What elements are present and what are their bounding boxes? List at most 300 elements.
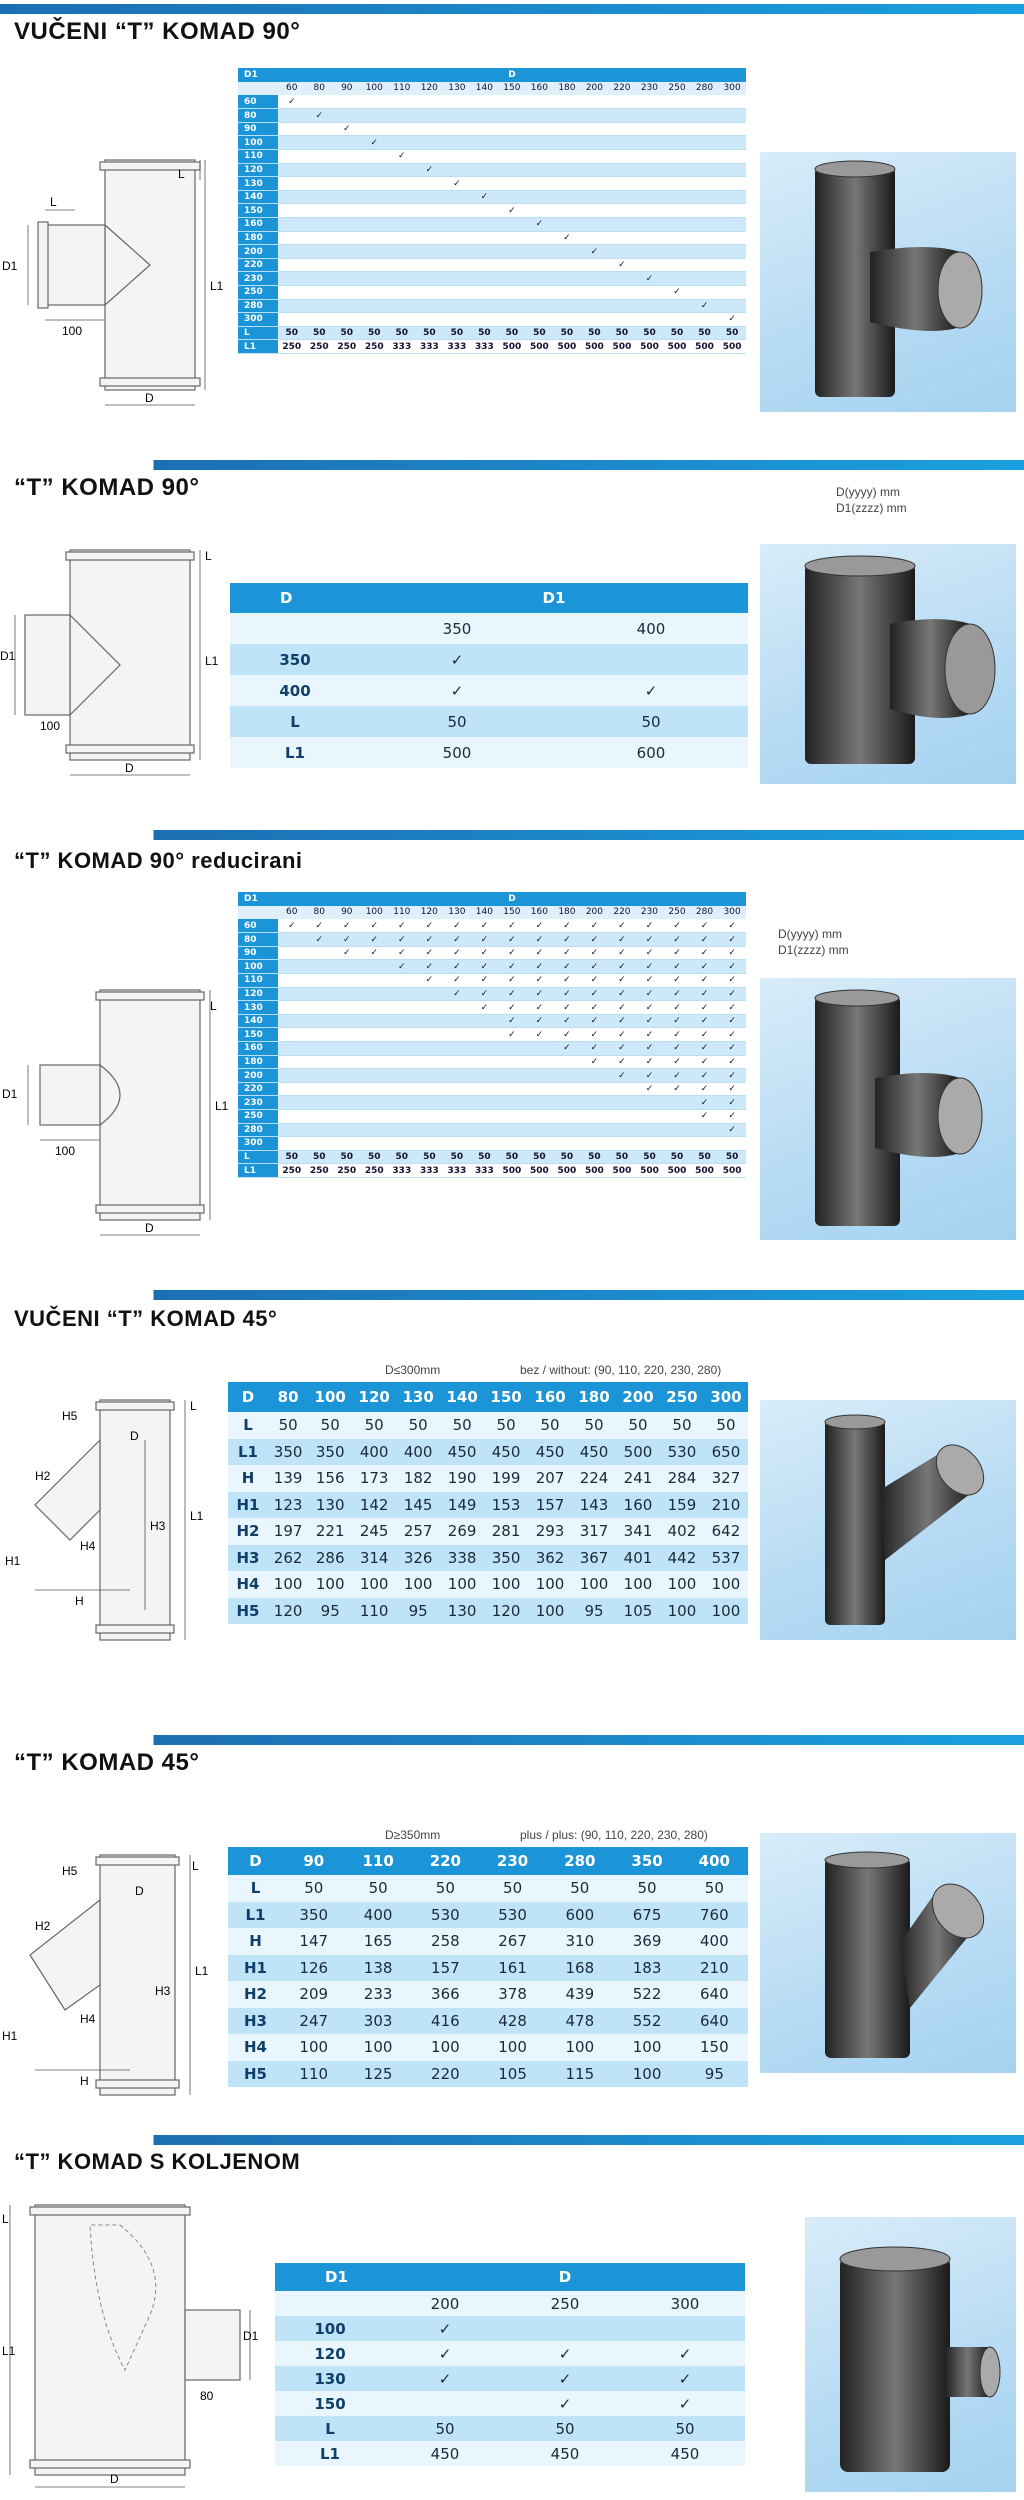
table-cell: 50 bbox=[333, 326, 361, 340]
table-cell: ✓ bbox=[608, 919, 636, 933]
table-cell: 50 bbox=[268, 1412, 308, 1439]
table-cell bbox=[636, 299, 664, 313]
row-label: H1 bbox=[228, 1492, 268, 1519]
table-row bbox=[238, 340, 746, 354]
table-cell: 314 bbox=[352, 1545, 396, 1572]
table-cell: ✓ bbox=[498, 204, 526, 218]
column-header: 130 bbox=[443, 82, 471, 96]
table-cell bbox=[443, 204, 471, 218]
table-cell bbox=[581, 1096, 609, 1110]
table-cell bbox=[691, 245, 719, 259]
table-cell: 100 bbox=[660, 1598, 704, 1625]
table-cell bbox=[278, 109, 306, 123]
table-cell bbox=[333, 136, 361, 150]
table-cell bbox=[416, 1096, 444, 1110]
table-cell: ✓ bbox=[498, 974, 526, 988]
table-cell: ✓ bbox=[691, 299, 719, 313]
table-cell: ✓ bbox=[663, 1042, 691, 1056]
table-cell bbox=[443, 313, 471, 327]
table-cell: 210 bbox=[681, 1955, 748, 1982]
table-row bbox=[228, 1981, 748, 2008]
table-row bbox=[238, 177, 746, 191]
table-header-row bbox=[238, 68, 746, 82]
table-cell: 326 bbox=[396, 1545, 440, 1572]
table-cell: 50 bbox=[636, 326, 664, 340]
table-row bbox=[238, 109, 746, 123]
table-cell: 50 bbox=[498, 326, 526, 340]
table-cell bbox=[306, 1055, 334, 1069]
table-cell: 350 bbox=[308, 1439, 352, 1466]
table-cell: 50 bbox=[283, 1875, 345, 1902]
table-cell bbox=[278, 1096, 306, 1110]
table-cell bbox=[608, 177, 636, 191]
table-cell bbox=[526, 286, 554, 300]
table-cell: 100 bbox=[704, 1598, 748, 1625]
table-cell bbox=[361, 1014, 389, 1028]
table-cell bbox=[608, 109, 636, 123]
table-cell: ✓ bbox=[416, 919, 444, 933]
table-row bbox=[228, 1545, 748, 1572]
corner-label: D1 bbox=[275, 2263, 385, 2291]
table-cell: ✓ bbox=[608, 1014, 636, 1028]
table-cell: ✓ bbox=[443, 987, 471, 1001]
table-cell: 50 bbox=[306, 1150, 334, 1164]
dim-d: D bbox=[135, 1884, 144, 1898]
table-cell bbox=[608, 313, 636, 327]
table-cell bbox=[333, 190, 361, 204]
table-cell bbox=[526, 272, 554, 286]
table-cell bbox=[498, 1069, 526, 1083]
table-cell: 366 bbox=[412, 1981, 479, 2008]
table-cell bbox=[388, 218, 416, 232]
table-row bbox=[275, 2441, 745, 2466]
table-cell: ✓ bbox=[663, 1014, 691, 1028]
dim-d: D bbox=[125, 761, 134, 775]
table-cell: ✓ bbox=[663, 987, 691, 1001]
table-row bbox=[275, 2366, 745, 2391]
table-cell bbox=[361, 1001, 389, 1015]
table-cell bbox=[553, 1082, 581, 1096]
table-cell: 439 bbox=[546, 1981, 613, 2008]
table-row bbox=[238, 150, 746, 164]
table-cell bbox=[691, 190, 719, 204]
table-cell bbox=[581, 122, 609, 136]
table-cell: ✓ bbox=[608, 1069, 636, 1083]
table-cell: 500 bbox=[608, 1164, 636, 1178]
table-cell: ✓ bbox=[526, 1014, 554, 1028]
table-cell: 362 bbox=[528, 1545, 572, 1572]
column-group-label: D1 bbox=[360, 583, 748, 613]
table-cell: ✓ bbox=[636, 1014, 664, 1028]
table-row bbox=[238, 313, 746, 327]
table-cell: ✓ bbox=[691, 1028, 719, 1042]
row-label: 250 bbox=[238, 286, 278, 300]
row-label: L bbox=[275, 2416, 385, 2441]
table-cell bbox=[278, 313, 306, 327]
table-cell bbox=[361, 1042, 389, 1056]
table-cell: 100 bbox=[616, 1571, 660, 1598]
table-row bbox=[228, 2008, 748, 2035]
table-cell: 173 bbox=[352, 1465, 396, 1492]
table-cell bbox=[333, 1001, 361, 1015]
table-cell: ✓ bbox=[608, 258, 636, 272]
table-cell bbox=[416, 299, 444, 313]
table-row bbox=[228, 2034, 748, 2061]
table-cell bbox=[636, 204, 664, 218]
table-cell: ✓ bbox=[361, 946, 389, 960]
table-cell bbox=[691, 122, 719, 136]
table-cell: 50 bbox=[636, 1150, 664, 1164]
row-label: 400 bbox=[230, 675, 360, 706]
table-cell: 207 bbox=[528, 1465, 572, 1492]
table-cell bbox=[333, 163, 361, 177]
table-row bbox=[238, 218, 746, 232]
table-cell bbox=[498, 1055, 526, 1069]
table-cell bbox=[333, 987, 361, 1001]
table-cell bbox=[691, 286, 719, 300]
table-cell bbox=[306, 245, 334, 259]
table-cell: ✓ bbox=[636, 919, 664, 933]
table-cell bbox=[498, 1082, 526, 1096]
table-cell bbox=[471, 136, 499, 150]
table-cell: 650 bbox=[704, 1439, 748, 1466]
table-row bbox=[238, 245, 746, 259]
table-cell bbox=[361, 231, 389, 245]
table-cell: 50 bbox=[526, 326, 554, 340]
table-cell bbox=[388, 1096, 416, 1110]
table-cell bbox=[306, 258, 334, 272]
table-cell: 123 bbox=[268, 1492, 308, 1519]
table-cell bbox=[553, 313, 581, 327]
table-cell: 199 bbox=[484, 1465, 528, 1492]
row-label: L1 bbox=[228, 1439, 268, 1466]
table-cell bbox=[416, 190, 444, 204]
table-cell bbox=[416, 136, 444, 150]
table-cell: ✓ bbox=[663, 946, 691, 960]
section-t-90 bbox=[0, 460, 1024, 830]
table-cell bbox=[443, 95, 471, 109]
row-label: H4 bbox=[228, 2034, 283, 2061]
column-header: 80 bbox=[306, 906, 334, 920]
table-cell: 500 bbox=[526, 1164, 554, 1178]
table-cell: ✓ bbox=[388, 919, 416, 933]
table-cell: ✓ bbox=[333, 933, 361, 947]
table-cell: 190 bbox=[440, 1465, 484, 1492]
column-header: 350 bbox=[613, 1847, 680, 1875]
table-cell: 210 bbox=[704, 1492, 748, 1519]
table-cell bbox=[416, 1069, 444, 1083]
table-cell bbox=[443, 1137, 471, 1151]
table-cell bbox=[388, 122, 416, 136]
table-cell: 50 bbox=[388, 326, 416, 340]
table-cell bbox=[471, 258, 499, 272]
table-cell: 50 bbox=[471, 326, 499, 340]
table-row bbox=[238, 231, 746, 245]
table-cell: ✓ bbox=[526, 960, 554, 974]
table-cell bbox=[526, 231, 554, 245]
section-divider bbox=[0, 1735, 1024, 1745]
table-cell: ✓ bbox=[718, 1096, 746, 1110]
table-cell: 120 bbox=[268, 1598, 308, 1625]
table-cell bbox=[608, 218, 636, 232]
table-row bbox=[238, 258, 746, 272]
table-cell bbox=[526, 1055, 554, 1069]
column-header: 200 bbox=[581, 82, 609, 96]
table-cell bbox=[333, 960, 361, 974]
table-cell bbox=[278, 946, 306, 960]
table-cell: 50 bbox=[306, 326, 334, 340]
table-cell bbox=[278, 1082, 306, 1096]
table-row bbox=[238, 933, 746, 947]
row-label: 140 bbox=[238, 190, 278, 204]
row-label: H1 bbox=[228, 1955, 283, 1982]
table-cell bbox=[361, 163, 389, 177]
table-cell: 450 bbox=[385, 2441, 505, 2466]
table-cell: ✓ bbox=[718, 1055, 746, 1069]
table-cell bbox=[608, 245, 636, 259]
table-cell bbox=[278, 1014, 306, 1028]
table-cell bbox=[498, 313, 526, 327]
table-cell bbox=[553, 1055, 581, 1069]
corner-label: D bbox=[230, 583, 360, 613]
table-cell bbox=[526, 313, 554, 327]
table-cell: ✓ bbox=[581, 1042, 609, 1056]
table-cell bbox=[306, 286, 334, 300]
technical-drawing bbox=[0, 1845, 230, 2115]
table-cell bbox=[636, 258, 664, 272]
table-row bbox=[238, 1150, 746, 1164]
table-cell bbox=[663, 245, 691, 259]
row-label: L1 bbox=[238, 340, 278, 354]
table-row bbox=[238, 1001, 746, 1015]
column-header: 180 bbox=[572, 1382, 616, 1412]
table-cell bbox=[306, 1001, 334, 1015]
table-cell: ✓ bbox=[691, 1110, 719, 1124]
product-photo bbox=[760, 978, 1016, 1240]
table-cell bbox=[443, 245, 471, 259]
table-cell bbox=[361, 218, 389, 232]
table-row bbox=[238, 299, 746, 313]
table-cell: ✓ bbox=[581, 1055, 609, 1069]
table-cell bbox=[663, 109, 691, 123]
row-label: 200 bbox=[238, 245, 278, 259]
column-header: 300 bbox=[718, 82, 746, 96]
table-cell bbox=[443, 272, 471, 286]
table-cell bbox=[471, 286, 499, 300]
table-cell bbox=[471, 245, 499, 259]
table-cell bbox=[718, 109, 746, 123]
table-cell bbox=[361, 1069, 389, 1083]
table-cell bbox=[526, 1137, 554, 1151]
table-cell bbox=[663, 313, 691, 327]
table-cell bbox=[416, 177, 444, 191]
table-cell bbox=[608, 231, 636, 245]
table-cell bbox=[443, 122, 471, 136]
size-note bbox=[778, 926, 849, 958]
table-cell bbox=[663, 1096, 691, 1110]
row-label: H5 bbox=[228, 1598, 268, 1625]
table-cell: 105 bbox=[616, 1598, 660, 1625]
table-row bbox=[228, 1598, 748, 1625]
table-cell bbox=[278, 1123, 306, 1137]
row-label: L bbox=[228, 1412, 268, 1439]
table-cell: 50 bbox=[352, 1412, 396, 1439]
table-row bbox=[275, 2316, 745, 2341]
table-cell bbox=[471, 150, 499, 164]
table-cell bbox=[416, 1001, 444, 1015]
row-label: 350 bbox=[230, 644, 360, 675]
table-cell bbox=[306, 1096, 334, 1110]
dim-h2: H2 bbox=[35, 1919, 51, 1933]
table-cell: 250 bbox=[333, 340, 361, 354]
table-cell: 100 bbox=[528, 1571, 572, 1598]
table-cell: ✓ bbox=[718, 987, 746, 1001]
table-cell bbox=[608, 136, 636, 150]
table-cell: 333 bbox=[443, 1164, 471, 1178]
table-cell bbox=[718, 204, 746, 218]
table-cell bbox=[416, 204, 444, 218]
table-cell bbox=[278, 177, 306, 191]
technical-drawing bbox=[0, 2195, 260, 2495]
table-cell bbox=[718, 218, 746, 232]
table-cell bbox=[498, 1110, 526, 1124]
table-cell: ✓ bbox=[498, 933, 526, 947]
table-cell bbox=[663, 204, 691, 218]
table-cell bbox=[306, 946, 334, 960]
table-cell: 161 bbox=[479, 1955, 546, 1982]
table-cell bbox=[636, 1110, 664, 1124]
dim-l1: L1 bbox=[215, 1099, 229, 1113]
table-cell: 50 bbox=[663, 326, 691, 340]
table-cell: ✓ bbox=[498, 1001, 526, 1015]
table-cell: 500 bbox=[526, 340, 554, 354]
table-cell: 50 bbox=[625, 2416, 745, 2441]
section-title: “T” KOMAD 45° bbox=[14, 1749, 200, 1776]
table-cell: ✓ bbox=[306, 919, 334, 933]
table-cell bbox=[608, 190, 636, 204]
table-cell bbox=[526, 177, 554, 191]
table-cell bbox=[636, 109, 664, 123]
table-cell bbox=[526, 258, 554, 272]
diameter-limit: D≥350mm bbox=[385, 1828, 441, 1842]
table-cell: 130 bbox=[308, 1492, 352, 1519]
table-cell bbox=[498, 299, 526, 313]
table-cell bbox=[553, 109, 581, 123]
table-cell bbox=[498, 272, 526, 286]
table-cell bbox=[471, 122, 499, 136]
table-cell: ✓ bbox=[691, 1055, 719, 1069]
column-header-row bbox=[275, 2291, 745, 2316]
table-cell bbox=[718, 163, 746, 177]
table-cell bbox=[306, 150, 334, 164]
addition-note: plus / plus: (90, 110, 220, 230, 280) bbox=[520, 1828, 708, 1842]
table-cell bbox=[691, 1137, 719, 1151]
table-cell bbox=[306, 313, 334, 327]
column-header: 230 bbox=[479, 1847, 546, 1875]
dim-l: L bbox=[210, 999, 217, 1013]
table-cell: 157 bbox=[412, 1955, 479, 1982]
table-cell: 400 bbox=[396, 1439, 440, 1466]
table-cell: 317 bbox=[572, 1518, 616, 1545]
table-cell bbox=[361, 177, 389, 191]
table-cell: 197 bbox=[268, 1518, 308, 1545]
column-header: 200 bbox=[581, 906, 609, 920]
row-label: 60 bbox=[238, 919, 278, 933]
table-cell: 100 bbox=[613, 2034, 680, 2061]
table-cell: 153 bbox=[484, 1492, 528, 1519]
table-cell bbox=[333, 109, 361, 123]
table-cell: 250 bbox=[306, 1164, 334, 1178]
table-cell bbox=[553, 1069, 581, 1083]
row-label: 220 bbox=[238, 258, 278, 272]
table-cell bbox=[388, 177, 416, 191]
table-cell bbox=[471, 109, 499, 123]
table-cell: ✓ bbox=[471, 974, 499, 988]
table-cell bbox=[388, 299, 416, 313]
table-cell: 500 bbox=[663, 340, 691, 354]
table-cell bbox=[691, 177, 719, 191]
table-cell: 552 bbox=[613, 2008, 680, 2035]
table-cell bbox=[416, 150, 444, 164]
table-cell: ✓ bbox=[443, 974, 471, 988]
table-cell: 478 bbox=[546, 2008, 613, 2035]
table-cell: ✓ bbox=[636, 987, 664, 1001]
table-cell bbox=[333, 286, 361, 300]
table-cell: 50 bbox=[704, 1412, 748, 1439]
dim-h1: H1 bbox=[2, 2029, 18, 2043]
row-label: L1 bbox=[238, 1164, 278, 1178]
section-title: VUČENI “T” KOMAD 90° bbox=[14, 18, 301, 45]
column-header: 200 bbox=[385, 2291, 505, 2316]
section-title: VUČENI “T” KOMAD 45° bbox=[14, 1306, 278, 1331]
table-cell bbox=[388, 987, 416, 1001]
table-cell bbox=[498, 95, 526, 109]
table-cell: 303 bbox=[345, 2008, 412, 2035]
table-cell bbox=[443, 231, 471, 245]
table-cell bbox=[718, 150, 746, 164]
table-cell: ✓ bbox=[663, 1028, 691, 1042]
table-cell bbox=[361, 1082, 389, 1096]
table-row bbox=[238, 163, 746, 177]
table-cell bbox=[306, 95, 334, 109]
row-label: 130 bbox=[238, 177, 278, 191]
table-cell bbox=[416, 987, 444, 1001]
table-cell bbox=[443, 218, 471, 232]
table-cell bbox=[553, 190, 581, 204]
table-cell bbox=[636, 218, 664, 232]
table-cell: 500 bbox=[498, 1164, 526, 1178]
table-cell: 105 bbox=[479, 2061, 546, 2088]
dim-l: L bbox=[192, 1859, 199, 1873]
table-cell: 159 bbox=[660, 1492, 704, 1519]
dim-h5: H5 bbox=[62, 1409, 78, 1423]
table-cell bbox=[278, 1001, 306, 1015]
row-label: 120 bbox=[238, 163, 278, 177]
table-cell bbox=[554, 644, 748, 675]
table-cell: 50 bbox=[385, 2416, 505, 2441]
table-cell bbox=[306, 190, 334, 204]
table-cell: 333 bbox=[416, 340, 444, 354]
table-cell bbox=[526, 299, 554, 313]
table-cell bbox=[663, 122, 691, 136]
table-cell: ✓ bbox=[498, 946, 526, 960]
row-label: 180 bbox=[238, 1055, 278, 1069]
table-cell bbox=[471, 1055, 499, 1069]
row-label: 150 bbox=[275, 2391, 385, 2416]
dim-h3: H3 bbox=[155, 1984, 171, 1998]
table-cell: 100 bbox=[484, 1571, 528, 1598]
table-cell: 168 bbox=[546, 1955, 613, 1982]
